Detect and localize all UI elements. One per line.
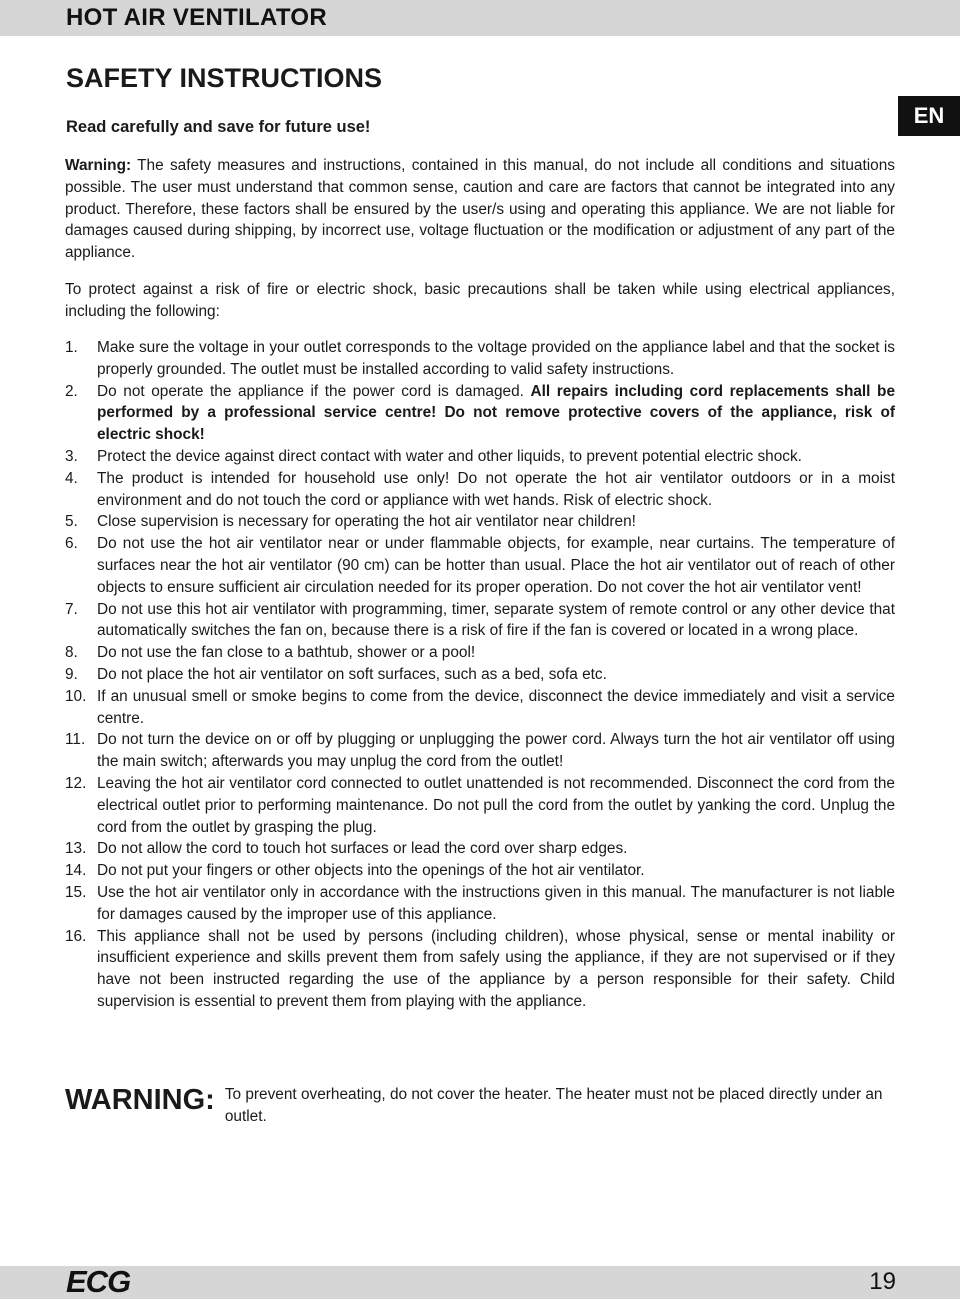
item-text: Do not place the hot air ventilator on soft surfaces, such as a bed, sofa etc. [97,665,607,683]
item-number: 4. [65,469,78,487]
warning-block [65,1083,895,1128]
list-item [65,926,895,1013]
warning-label: Warning: [65,157,132,174]
item-text: Do not put your fingers or other objects into the openings of the hot air ventilator. [97,862,645,880]
item-text: Protect the device against direct contact with water and other liquids, to prevent potential electric shock. [97,447,802,465]
list-item [65,381,895,446]
list-item [65,729,895,773]
item-text: Leaving the hot air ventilator cord connected to outlet unattended is not recommended. Disconnect the cord from the electrical outlet prior to performing maintenance. Do not pull the cord from the outlet by yanking the cord. Unplug the cord from the outlet by grasping the plug. [97,774,895,836]
item-text: Do not allow the cord to touch hot surfaces or lead the cord over sharp edges. [97,840,628,858]
item-number: 9. [65,665,78,683]
item-number: 13. [65,840,87,858]
item-number: 1. [65,339,78,356]
item-number: 12. [65,774,87,792]
page-number: 19 [869,1268,896,1295]
section-subtitle: Read carefully and save for future use! [66,118,371,136]
list-item [65,511,895,533]
list-item [65,337,895,381]
item-text: This appliance shall not be used by persons (including children), whose physical, sense or mental inability or insufficient experience and skills prevent them from safely using the appliance, if they are not supervised or if they have not been instructed regarding the use of the appliance by a person responsible for their safety. Child supervision is essential to prevent them from playing with the appliance. [97,927,895,1010]
list-item [65,882,895,926]
item-text: The product is intended for household use only! Do not operate the hot air ventilator outdoors or in a moist environment and do not touch the cord or appliance with wet hands. Risk of electric shock. [97,469,895,509]
item-number: 7. [65,600,78,618]
item-number: 6. [65,535,78,553]
item-number: 5. [65,513,78,531]
item-text [97,381,895,446]
item-number: 8. [65,644,78,662]
list-item [65,664,895,686]
document-title: HOT AIR VENTILATOR [66,4,327,31]
warning-text: The safety measures and instructions, contained in this manual, do not include all conditions and situations possible. The user must understand that common sense, caution and care are factors that cannot be integrated into any product. Therefore, these factors shall be ensured by the user/s using and operating this appliance. We are not liable for damages caused during shipping, by incorrect use, voltage fluctuation or the modification or adjustment of any part of the appliance. [65,157,895,262]
protect-paragraph: To protect against a risk of fire or electric shock, basic precautions shall be taken while using electrical appliances, including the following: [65,281,895,320]
section-title: SAFETY INSTRUCTIONS [66,63,383,93]
list-item [65,533,895,598]
brand-logo: ECG [66,1264,131,1299]
item-text: Make sure the voltage in your outlet corresponds to the voltage provided on the appliance label and that the socket is properly grounded. The outlet must be installed according to valid safety instructions. [97,339,895,378]
item-number: 16. [65,927,87,945]
item-text: Close supervision is necessary for operating the hot air ventilator near children! [97,513,636,531]
warning-note: To prevent overheating, do not cover the heater. The heater must not be placed directly under an outlet. [224,1086,883,1125]
item-text-bold: All repairs including cord replacements shall be performed by a professional service centre! Do not remove protective covers of the appliance, risk of electric shock! [97,382,895,444]
item-number: 2. [65,382,78,400]
item-text: Do not use the hot air ventilator near or under flammable objects, for example, near curtains. The temperature of surfaces near the hot air ventilator (90 cm) can be hotter than usual. Place the hot air ventilator out of reach of other objects to ensure sufficient air circulation needed for its proper operation. Do not cover the hot air ventilator vent! [97,535,895,596]
item-text: Use the hot air ventilator only in accordance with the instructions given in this manual. The manufacturer is not liable for damages caused by the improper use of this appliance. [97,883,895,923]
list-item [65,773,895,838]
list-item [65,468,895,512]
footer-bar [0,1266,960,1299]
language-tab: EN [898,96,960,136]
item-number: 14. [65,862,87,880]
item-text: Do not turn the device on or off by plugging or unplugging the power cord. Always turn the hot air ventilator off using the main switch; afterwards you may unplug the cord from the outlet! [97,731,895,771]
list-item [65,860,895,882]
item-number: 11. [65,731,86,749]
warning-heading: WARNING: [65,1084,215,1116]
list-item [65,838,895,860]
item-number: 3. [65,447,78,465]
list-item [65,599,895,643]
list-item [65,686,895,730]
item-number: 10. [65,687,87,705]
safety-list [65,337,895,1013]
list-item [65,642,895,664]
item-text: Do not use this hot air ventilator with programming, timer, separate system of remote control or any other device that automatically switches the fan on, because there is a risk of fire if the fan is covered or located in a wrong place. [97,600,895,640]
list-item [65,446,895,468]
item-number: 15. [65,883,87,901]
warning-paragraph [65,155,895,264]
item-text: Do not use the fan close to a bathtub, shower or a pool! [97,644,476,662]
item-text: If an unusual smell or smoke begins to come from the device, disconnect the device immediately and visit a service centre. [97,687,895,727]
item-text-normal: Do not operate the appliance if the power cord is damaged. [97,382,531,400]
